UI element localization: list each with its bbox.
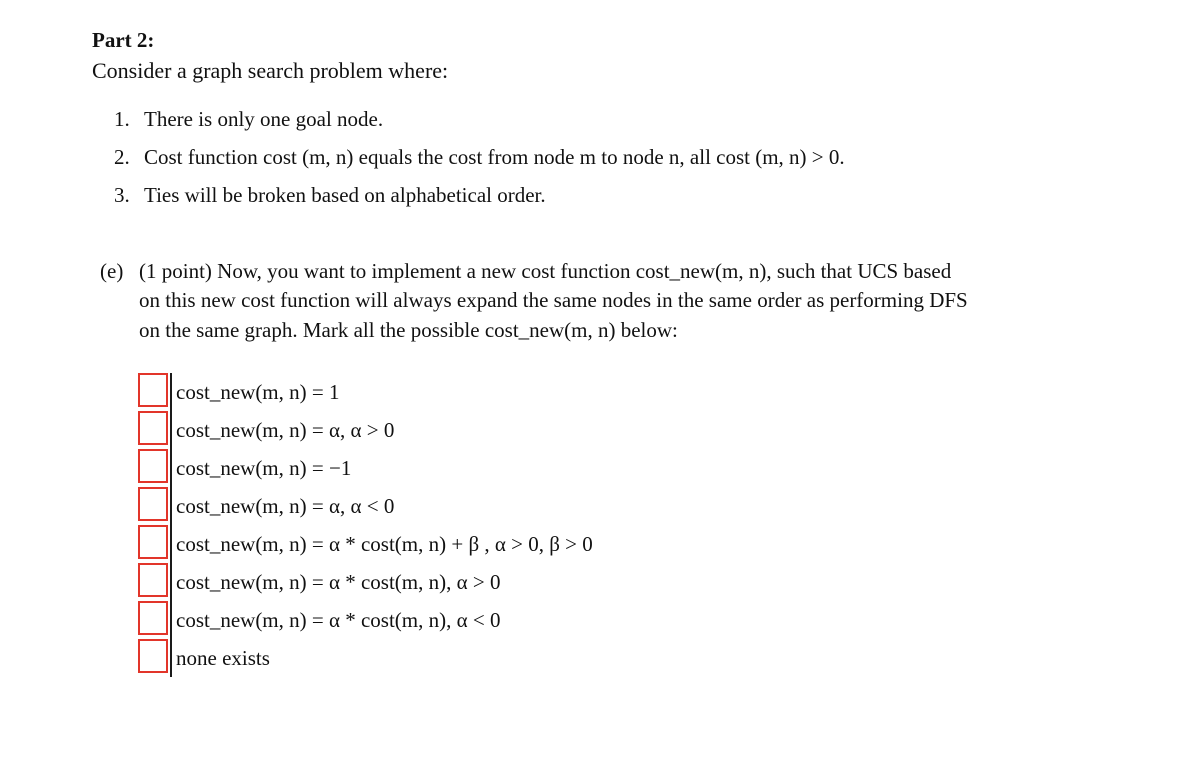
option-label: none exists xyxy=(170,639,270,677)
question-line-3: on the same graph. Mark all the possible cost_new(m, n) below: xyxy=(139,318,678,342)
option-label: cost_new(m, n) = α, α > 0 xyxy=(170,411,394,449)
option-checkbox[interactable] xyxy=(138,525,168,559)
question-label: (e) xyxy=(100,259,124,283)
option-checkbox[interactable] xyxy=(138,373,168,407)
option-label: cost_new(m, n) = α, α < 0 xyxy=(170,487,394,525)
option-checkbox[interactable] xyxy=(138,639,168,673)
option-checkbox[interactable] xyxy=(138,411,168,445)
option-row xyxy=(138,563,838,601)
condition-text: There is only one goal node. xyxy=(144,107,384,131)
option-row xyxy=(138,639,838,677)
condition-item xyxy=(114,145,845,170)
option-row xyxy=(138,601,838,639)
condition-text: Ties will be broken based on alphabetical order. xyxy=(144,183,546,207)
condition-number: 3. xyxy=(114,183,130,207)
option-label: cost_new(m, n) = 1 xyxy=(170,373,339,411)
option-row xyxy=(138,373,838,411)
option-label: cost_new(m, n) = α * cost(m, n), α < 0 xyxy=(170,601,500,639)
condition-text: Cost function cost (m, n) equals the cost from node m to node n, all cost (m, n) > 0. xyxy=(144,145,845,169)
option-row xyxy=(138,525,838,563)
option-label: cost_new(m, n) = α * cost(m, n), α > 0 xyxy=(170,563,500,601)
intro-text: Consider a graph search problem where: xyxy=(92,58,449,83)
part-title: Part 2: xyxy=(92,28,155,52)
option-checkbox[interactable] xyxy=(138,449,168,483)
condition-number: 1. xyxy=(114,107,130,131)
option-row xyxy=(138,449,838,487)
option-row xyxy=(138,411,838,449)
option-checkbox[interactable] xyxy=(138,563,168,597)
option-label: cost_new(m, n) = α * cost(m, n) + β , α > 0, β > 0 xyxy=(170,525,593,563)
condition-item xyxy=(114,107,383,132)
condition-number: 2. xyxy=(114,145,130,169)
question-line-1: (1 point) Now, you want to implement a new cost function cost_new(m, n), such that UCS based xyxy=(139,259,952,283)
option-checkbox[interactable] xyxy=(138,601,168,635)
option-label: cost_new(m, n) = −1 xyxy=(170,449,351,487)
condition-item xyxy=(114,183,546,208)
option-checkbox[interactable] xyxy=(138,487,168,521)
question-line-2: on this new cost function will always expand the same nodes in the same order as performing DFS xyxy=(139,288,968,312)
option-row xyxy=(138,487,838,525)
